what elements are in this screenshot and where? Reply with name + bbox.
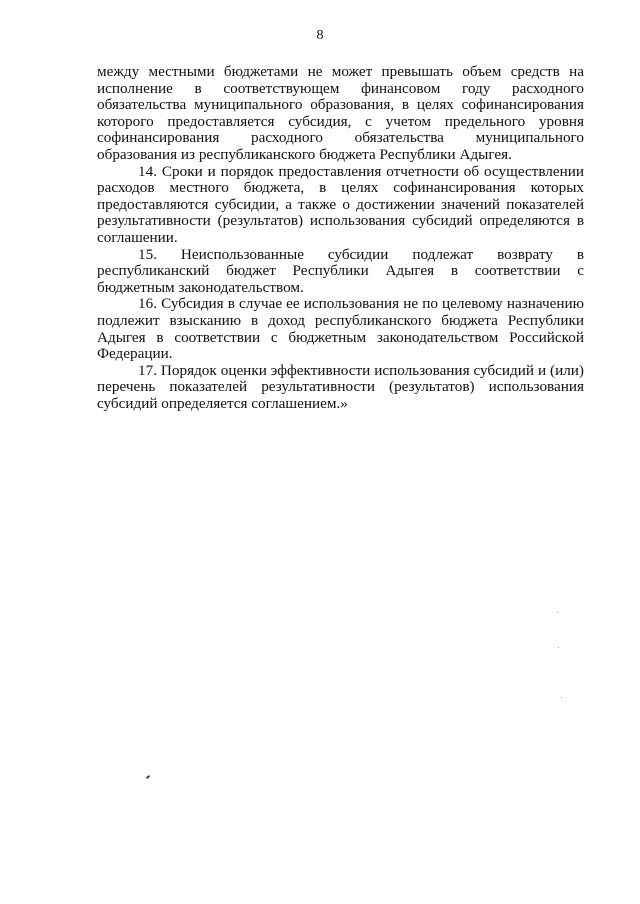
paragraph-item-16: 16. Субсидия в случае ее использования не по целевому назначению подлежит взысканию в доход республиканского бюджета Республики Адыгея в соответствии с бюджетным законодательством Российской Федерации. [97, 295, 584, 363]
paragraph-item-17: 17. Порядок оценки эффективности использования субсидий и (или) перечень показателей результативности (результатов) использования субсидий определяется соглашением.» [97, 361, 584, 412]
document-body [97, 64, 584, 412]
scan-dot [561, 697, 562, 698]
paragraph-item-15: 15. Неиспользованные субсидии подлежат возврату в республиканский бюджет Республики Адыгея в соответствии с бюджетным законодательством. [97, 245, 584, 296]
paragraph-item-14: 14. Сроки и порядок предоставления отчетности об осуществлении расходов местного бюджета, в целях софинансирования которых предоставляются субсидии, а также о достижении значений показателей результативности (результатов) использования субсидий определяются в соглашении. [97, 162, 584, 246]
scan-dot [558, 647, 559, 648]
scan-speck [146, 775, 150, 779]
scan-dot [557, 612, 558, 613]
page-number: 8 [316, 28, 324, 43]
paragraph-continuation: между местными бюджетами не может превышать объем средств на исполнение в соответствующем финансовом году расходного обязательства муниципального образования, в целях софинансирования которого предоставляется субсидия, с учетом предельного уровня софинансирования расходного обязательства муниципального образования из республиканского бюджета Республики Адыгея. [97, 63, 584, 163]
